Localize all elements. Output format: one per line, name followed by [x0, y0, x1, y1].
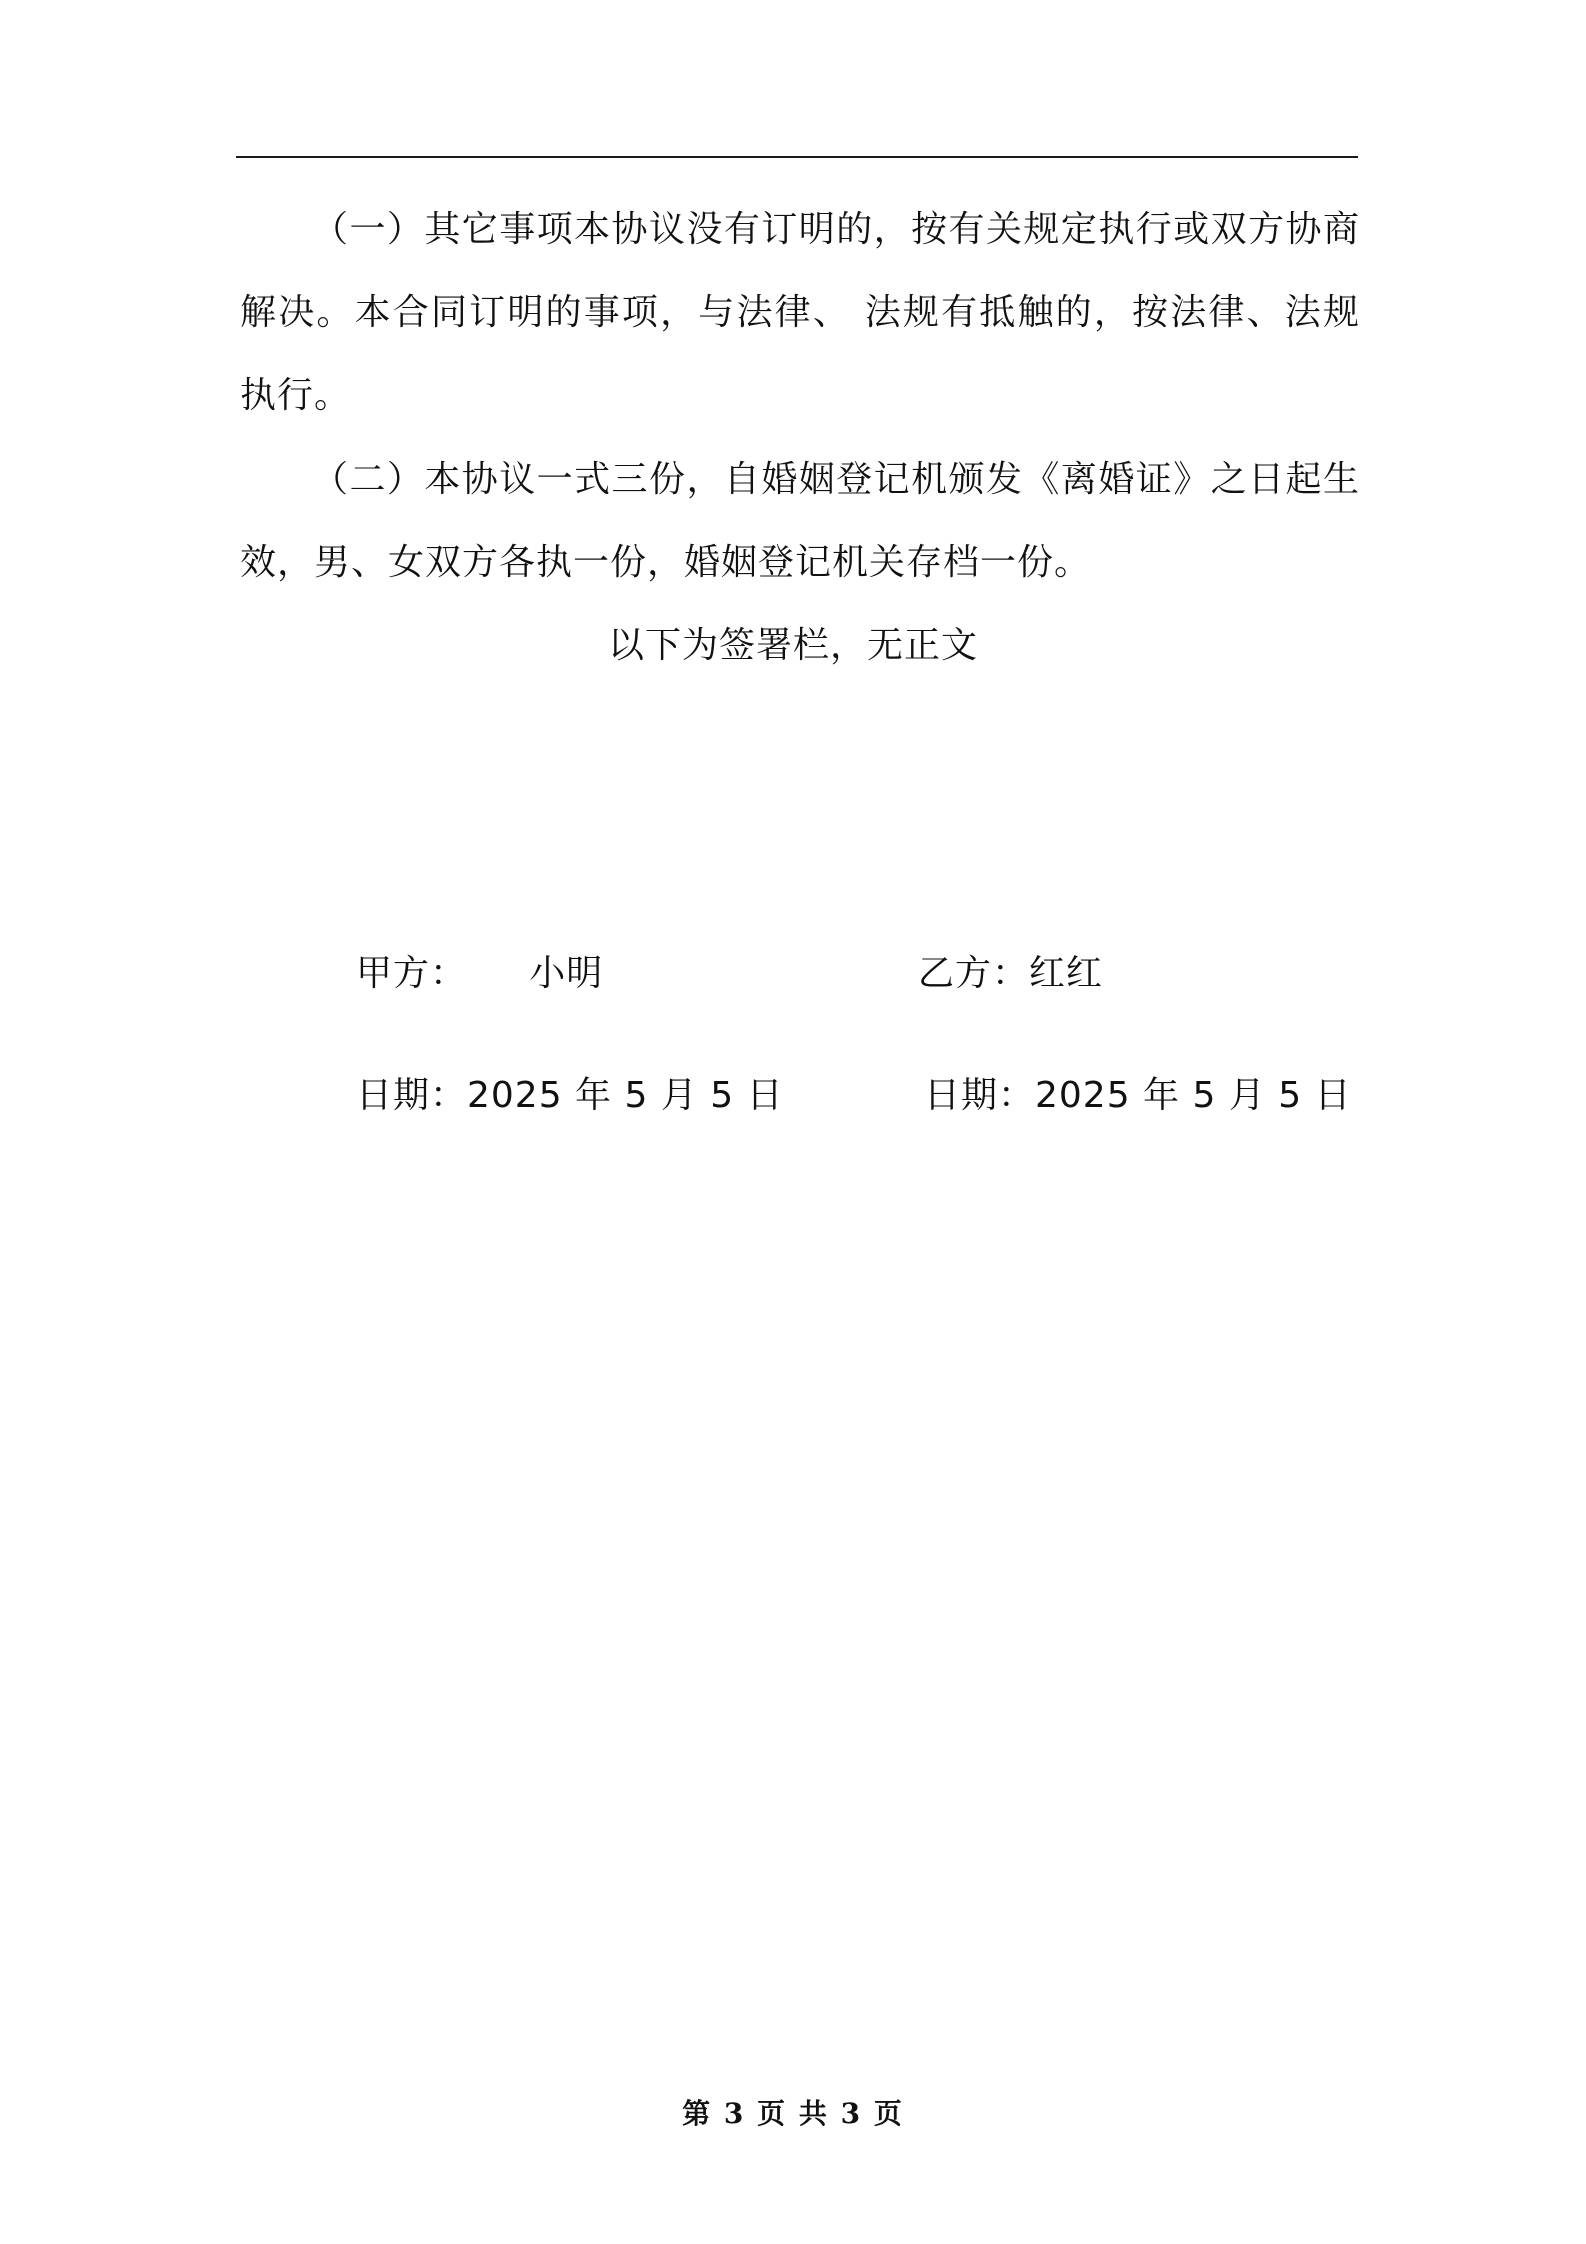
page-footer: 第 3 页 共 3 页: [682, 2097, 904, 2130]
header-rule: [236, 156, 1358, 158]
party-a-label: 甲方： 小明: [356, 953, 604, 994]
clause-2-paragraph: （二）本协议一式三份，自婚姻登记机颁发《离婚证》之日起生效，男、女双方各执一份，婚姻登记机关存档一份。: [240, 459, 1360, 583]
signature-section-note: 以下为签署栏，无正文: [607, 625, 978, 666]
party-a-date: 日期：2025 年 5 月 5 日: [356, 1075, 784, 1116]
party-b-date: 日期：2025 年 5 月 5 日: [924, 1075, 1352, 1116]
party-b-label: 乙方：红红: [918, 953, 1104, 994]
clause-1-paragraph: （一）其它事项本协议没有订明的，按有关规定执行或双方协商解决。本合同订明的事项，与法律、 法规有抵触的，按法律、法规执行。: [240, 209, 1360, 416]
